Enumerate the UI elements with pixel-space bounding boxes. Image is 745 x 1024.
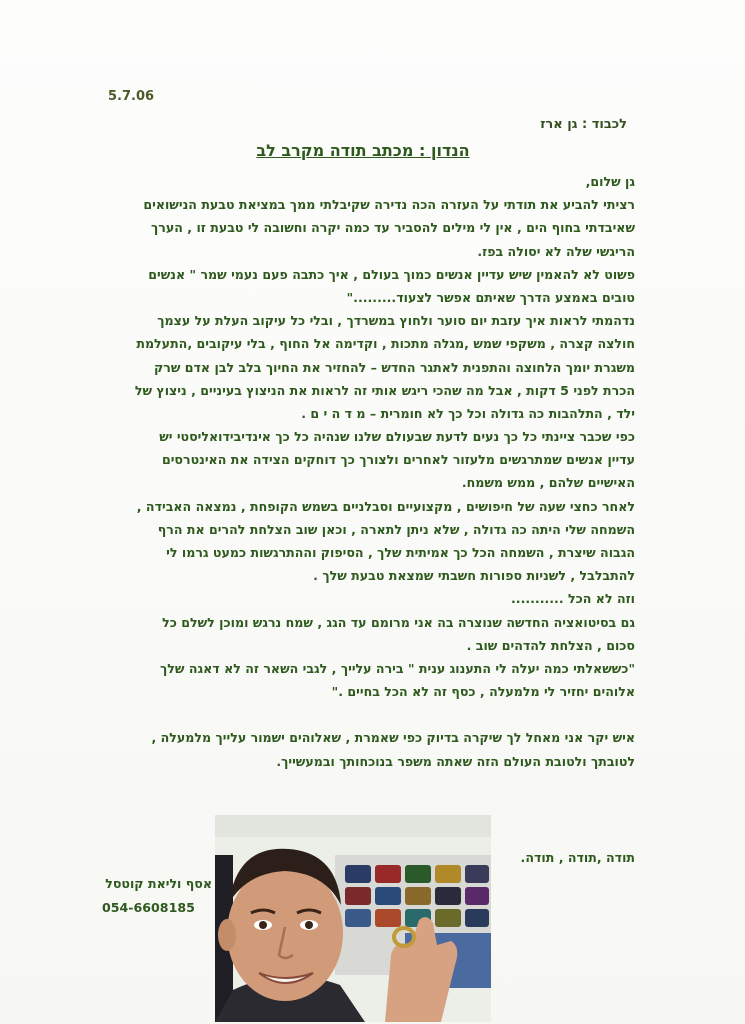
- closing-line: לטובתך ולטובת העולם הזה שאתה משפר בנוכחותך ובמעשייך.: [276, 753, 635, 769]
- body-line: רציתי להביע את תודתי על העזרה הכה נדירה שקיבלתי ממך במציאת טבעת הנישואים: [143, 197, 635, 213]
- letter-recipient: לכבוד : גן ארז: [540, 117, 627, 132]
- closing-line: איש יקר אני מאחל לך שיקרה בדיוק כפי שאמרת , שאלוהים ישמור עלייך מלמעלה ,: [151, 730, 635, 746]
- body-line: כפי שכבר ציינתי כל כך נעים לדעת שבעולם שלנו שנהיה כל כך אינדיבידואליסטי יש: [159, 429, 635, 445]
- body-line: טובים באמצע הדרך שאיתם אפשר לצעוד.........": [346, 289, 635, 305]
- body-line: השמחה שלי היתה כה גדולה , שלא ניתן לתארה , וכאן שוב הצלחת להרים את הרף: [157, 521, 635, 537]
- body-line: חולצה קצרה , משקפי שמש ,מגלה מתכות , וקדימה אל החוף , בלי עיקובים ,התעלמת: [136, 336, 635, 352]
- letter-body: [120, 170, 635, 773]
- body-line: וזה לא הכל ...........: [511, 591, 635, 607]
- signer-block: [102, 872, 212, 920]
- body-line: האישיים שלהם , ממש משמח.: [461, 475, 635, 491]
- body-line: עדיין אנשים שמתרגשים מלעזור לאחרים ולצורך כך דוחקים הצידה את האינטרסים: [161, 452, 635, 468]
- letter-signoff: תודה ,תודה , תודה.: [520, 850, 635, 865]
- body-line: אלוהים יחזיר לי מלמעלה , כסף זה לא הכל בחיים .": [331, 684, 635, 700]
- photo-illustration: [215, 815, 491, 1022]
- body-line: סכום , הצלחת להדהים שוב .: [466, 637, 635, 653]
- person-holding-ring-photo: [215, 815, 491, 1022]
- body-line: הגבוה שיצרת , השמחה הכל כך אמיתית שלך , הסיפוק וההתרגשות כמעט גרמו לי: [166, 545, 635, 560]
- body-line: גן שלום,: [585, 174, 635, 189]
- letter-date: 5.7.06: [108, 89, 155, 104]
- body-line: ילד , התלהבות כה גדולה וכל כך לא חומרית – מ ד ה י ם .: [301, 405, 635, 421]
- signer-names: אסף וליאת קוטסל: [105, 876, 212, 891]
- body-line: גם בסיטואציה החדשה שנוצרה בה אני מרומם עד הגג , שמח נרגש ומוכן לשלם כל: [162, 614, 635, 630]
- body-line: נדהמתי לראות איך עזבת יום סוער ולחוץ במשרדך , ובלי כל עיקוב העלת על עצמך: [157, 313, 635, 329]
- body-line: שאיבדתי בחוף הים , אין לי מילים להסביר עד כמה יקרה וחשובה לי טבעת זו , הערך: [151, 220, 635, 236]
- paragraph-gap: [120, 703, 635, 726]
- letter-subject: הנדון : מכתב תודה מקרב לב: [256, 141, 470, 160]
- body-line: להתבלבל , לשניות ספורות חשבתי שמצאת טבעת שלך .: [313, 568, 635, 584]
- body-line: לאחר כחצי שעה של חיפושים , מקצועיים וסבלניים בשמש הקופחת , נמצאה האבידה ,: [136, 498, 635, 514]
- signer-phone: 054-6608185: [102, 900, 195, 915]
- body-line: משגרת יומך הלחוצה והתפנית לאתגר החדש – להחזיר את החיוך בלב לבן אדם שרק: [153, 359, 635, 375]
- body-line: הריגשי שלה לא יסולה בפז.: [477, 243, 635, 259]
- body-line: "כששאלתי כמה יעלה לי התענוג ענית " בירה עלייך , לגבי השאר זה לא דאגה שלך: [160, 660, 635, 676]
- body-line: פשוט לא להאמין שיש עדיין אנשים כמוך בעולם , איך כתבה פעם נעמי שמר " אנשים: [148, 266, 635, 282]
- body-line: הכרת לפני 5 דקות , אבל מה שהכי ריגש אותי זה לראות את הניצוץ בעיניים , ניצוץ של: [134, 382, 635, 398]
